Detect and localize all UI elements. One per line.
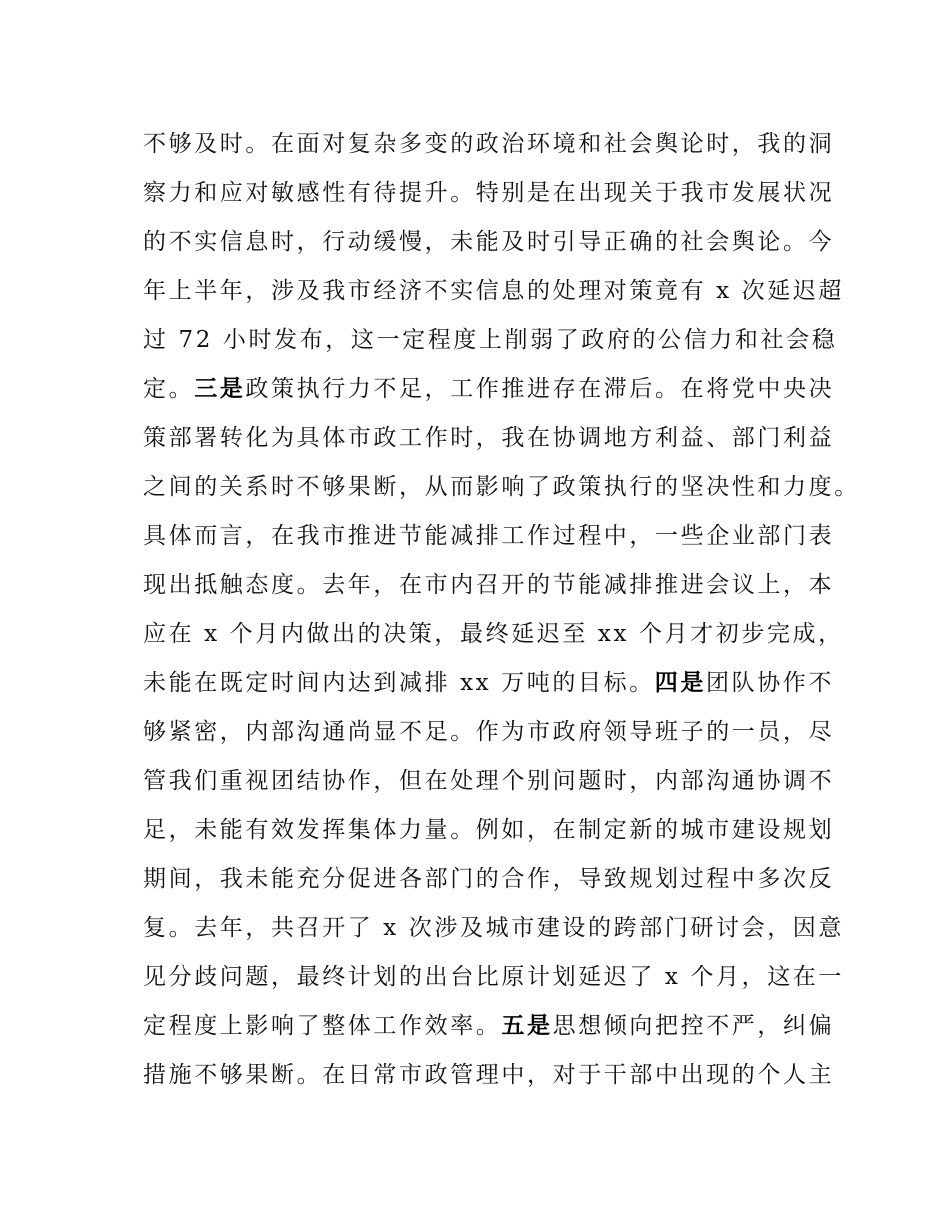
text-line: 足，未能有效发挥集体力量。例如，在制定新的城市建设规划 [143,817,835,843]
text-line: 定程度上影响了整体工作效率。五是思想倾向把控不严，纠偏 [143,1013,835,1039]
text-line: 未能在既定时间内达到减排 xx 万吨的目标。四是团队协作不 [143,670,834,696]
text-line: 不够及时。在面对复杂多变的政治环境和社会舆论时，我的洞 [143,131,835,157]
text-line: 见分歧问题，最终计划的出台比原计划延迟了 x 个月，这在一 [143,964,844,990]
text-line: 策部署转化为具体市政工作时，我在协调地方利益、部门利益 [143,425,835,451]
text-line: 过 72 小时发布，这一定程度上削弱了政府的公信力和社会稳 [143,327,838,353]
text-line: 察力和应对敏感性有待提升。特别是在出现关于我市发展状况 [143,180,835,206]
text-line: 现出抵触态度。去年，在市内召开的节能减排推进会议上，本 [143,572,835,598]
text-line: 之间的关系时不够果断，从而影响了政策执行的坚决性和力度。 [143,474,860,500]
section-marker-four: 四是 [654,670,706,696]
text-line: 定。三是政策执行力不足，工作推进存在滞后。在将党中央决 [143,376,835,402]
text-line: 的不实信息时，行动缓慢，未能及时引导正确的社会舆论。今 [143,229,835,255]
text-line: 复。去年，共召开了 x 次涉及城市建设的跨部门研讨会，因意 [143,915,844,941]
text-line: 管我们重视团结协作，但在处理个别问题时，内部沟通协调不 [143,768,835,794]
text-line: 应在 x 个月内做出的决策，最终延迟至 xx 个月才初步完成， [143,621,844,647]
section-marker-three: 三是 [194,376,246,402]
text-line: 年上半年，涉及我市经济不实信息的处理对策竟有 x 次延迟超 [143,278,844,304]
text-line: 具体而言，在我市推进节能减排工作过程中，一些企业部门表 [143,523,835,549]
text-line: 措施不够果断。在日常市政管理中，对于干部中出现的个人主 [143,1062,835,1088]
section-marker-five: 五是 [501,1013,553,1039]
text-line: 够紧密，内部沟通尚显不足。作为市政府领导班子的一员，尽 [143,719,835,745]
text-line: 期间，我未能充分促进各部门的合作，导致规划过程中多次反 [143,866,835,892]
